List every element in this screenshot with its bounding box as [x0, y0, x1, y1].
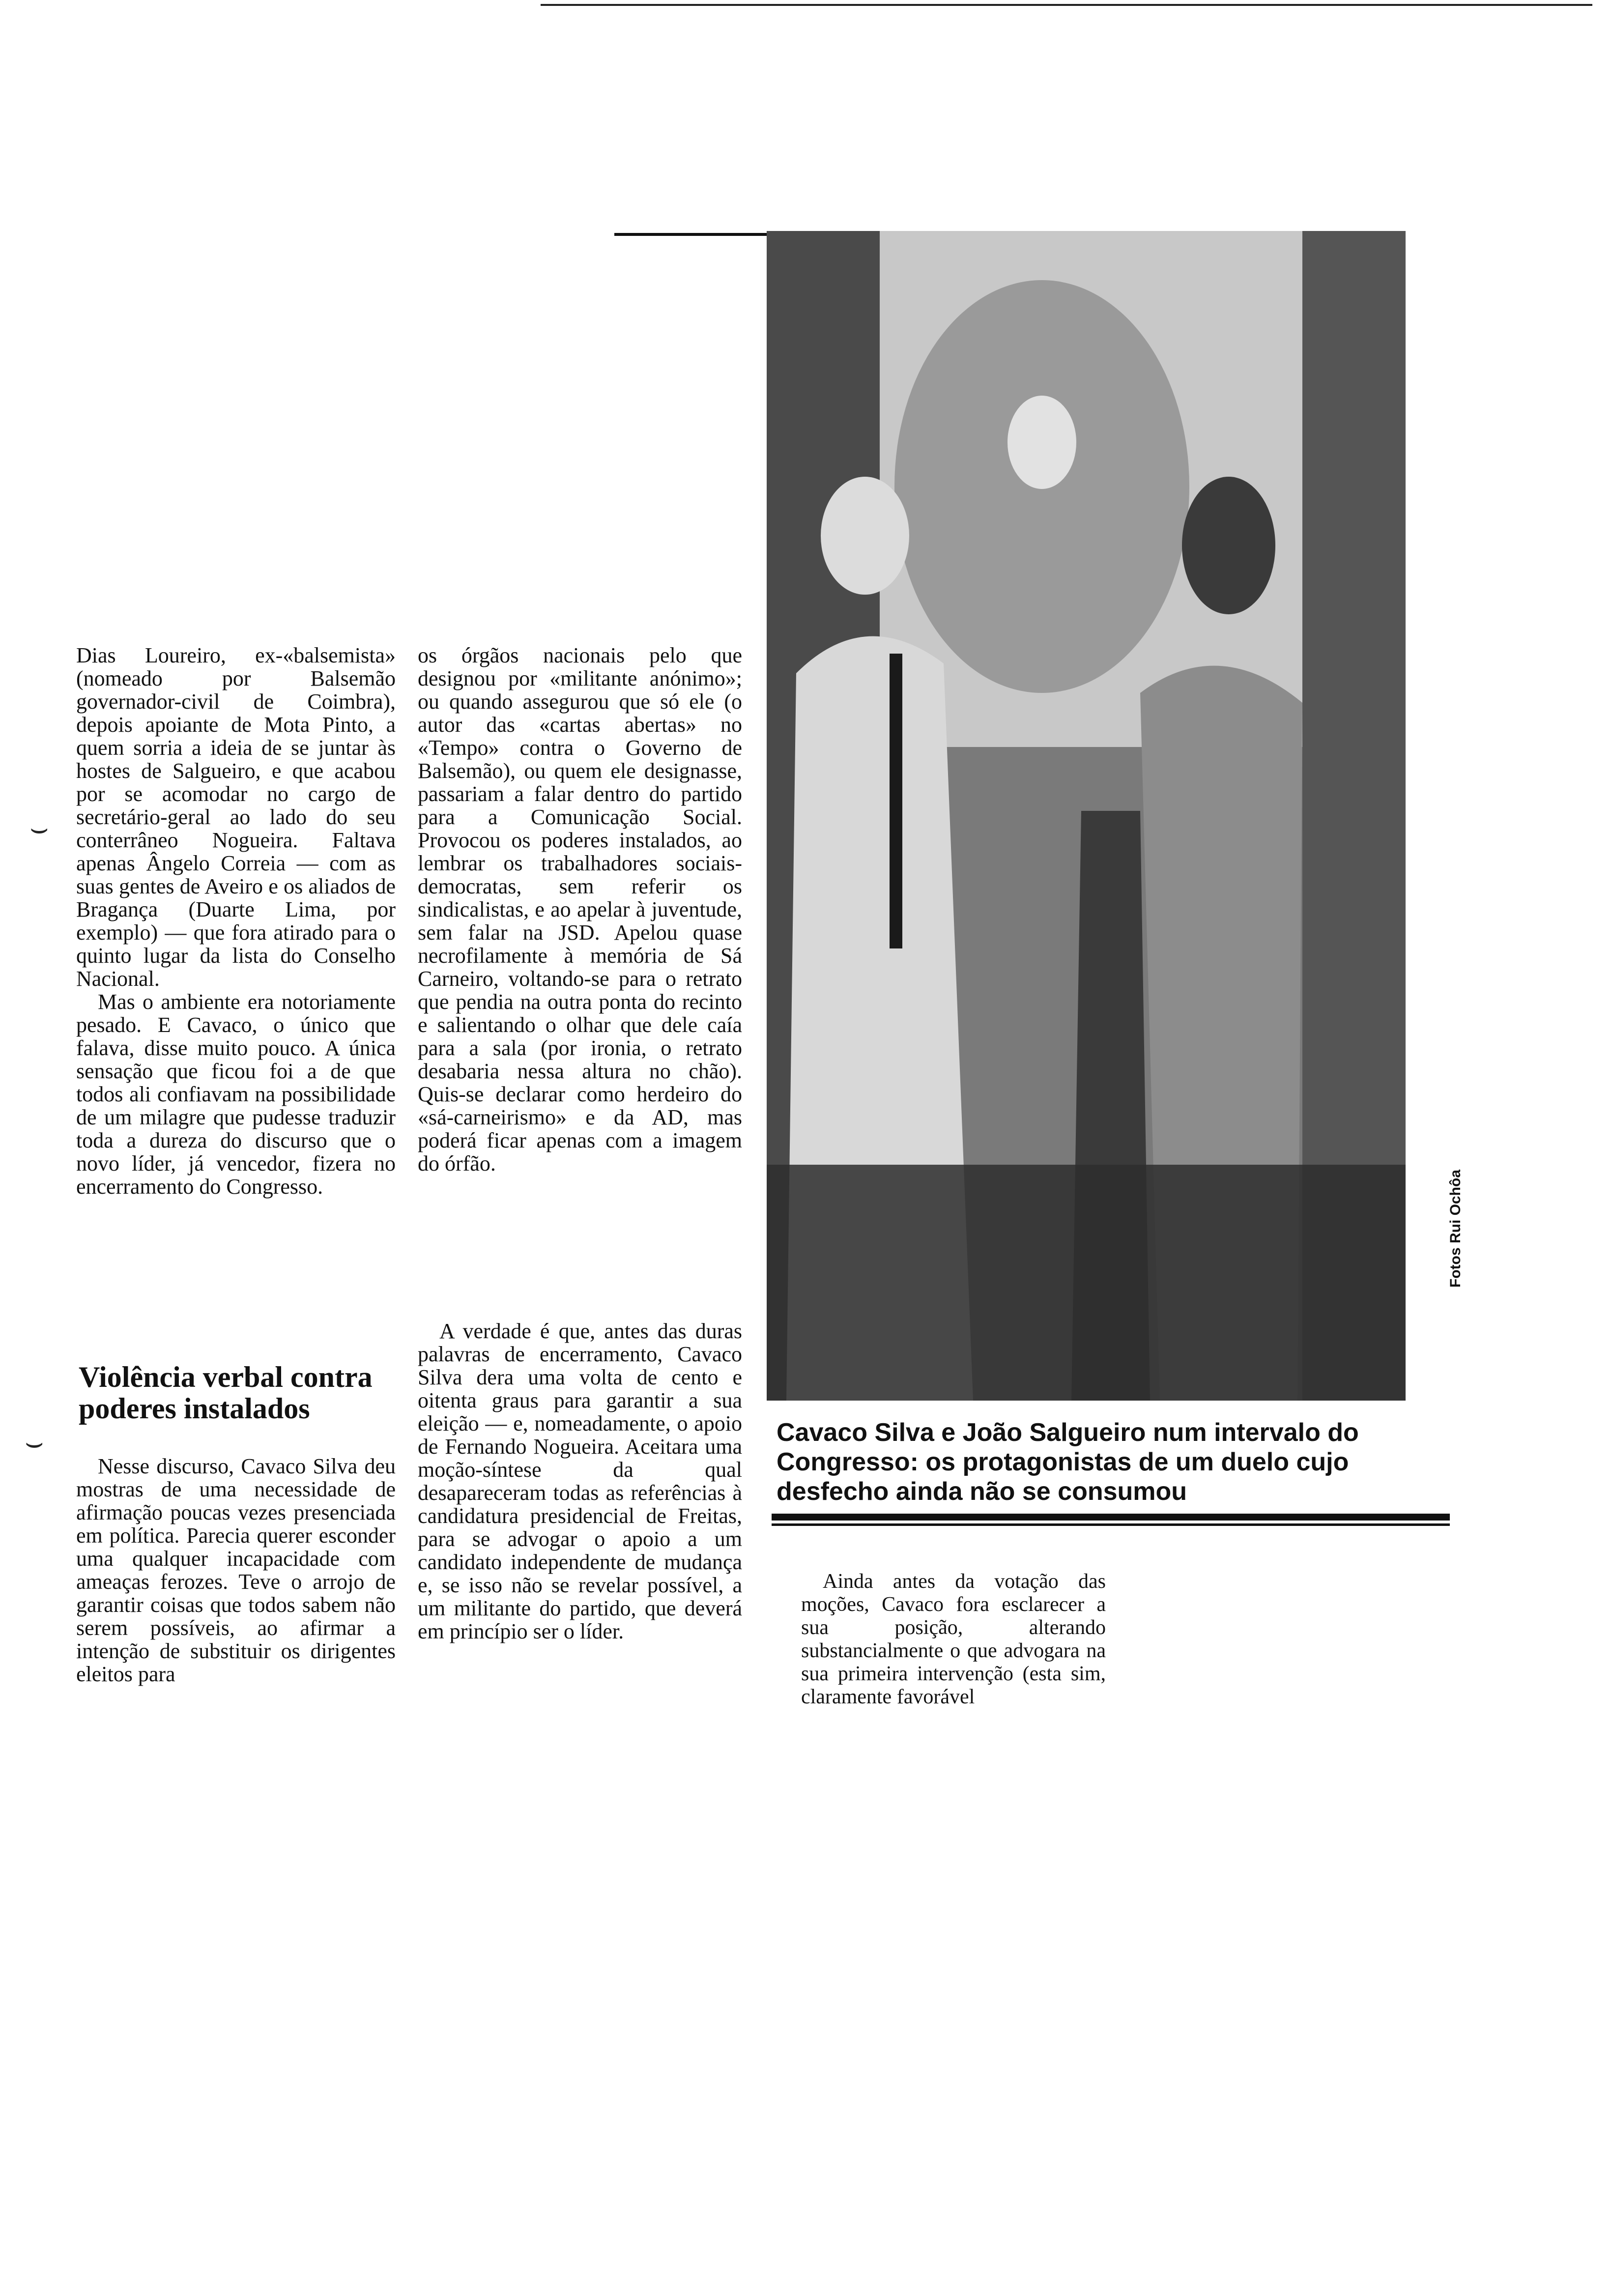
article-column-3 [801, 1570, 1106, 1709]
top-border-rule [541, 4, 1592, 6]
col2-paragraph-1: os órgãos nacionais pelo que designou por «militante anónimo»; ou quando assegurou que só ele (o autor das «cartas abertas» no «Tempo» contra o Governo de Balsemão), ou quem ele designasse, passariam a falar dentro do partido para a Comunicação Social. Provocou os poderes instalados, ao lembrar os trabalhadores sociais-democratas, sem referir os sindicalistas, e ao apelar à juventude, sem falar na JSD. Apelou quase necrofilamente à memória de Sá Carneiro, voltando-se para o retrato que pendia na outra ponta do recinto e salientando o olhar que dele caía para a sala (por ironia, o retrato desabaria nessa altura no chão). Quis-se declarar como herdeiro do «sá-carneirismo» e da AD, mas poderá ficar apenas com a imagem do órfão. [418, 643, 742, 1176]
col1-paragraph-2: Mas o ambiente era notoriamente pesado. E Cavaco, o único que falava, disse muito pouco. A única sensação que ficou foi a de que todos ali confiavam na possibilidade de um milagre que pudesse traduzir toda a dureza do discurso que o novo líder, já vencedor, fizera no encerramento do Congresso. [76, 990, 396, 1199]
article-column-1-continued [76, 1455, 396, 1686]
col1-paragraph-3: Nesse discurso, Cavaco Silva deu mostras de uma necessidade de afirmação poucas vezes presenciada em política. Parecia querer esconder uma qualquer incapacidade com ameaças ferozes. Teve o arrojo de garantir coisas que todos sabem não serem possíveis, ao afirmar a intenção de substituir os dirigentes eleitos para [76, 1454, 396, 1686]
col1-paragraph-1: Dias Loureiro, ex-«balsemista» (nomeado por Balsemão governador-civil de Coimbra), depois apoiante de Mota Pinto, a quem sorria a ideia de se juntar às hostes de Salgueiro, e que acabou por se acomodar no cargo de secretário-geral ao lado do seu conterrâneo Nogueira. Faltava apenas Ângelo Correia — com as suas gentes de Aveiro e os aliados de Bragança (Duarte Lima, por exemplo) — que fora atirado para o quinto lugar da lista do Conselho Nacional. [76, 643, 396, 991]
photo-illustration [767, 231, 1406, 1401]
article-subheading: Violência verbal contra poderes instalados [79, 1361, 373, 1425]
margin-mark-left-2: ⌣ [25, 1425, 44, 1460]
margin-mark-left-1: ⌣ [29, 811, 49, 845]
photo-top-rule [614, 233, 772, 236]
caption-rule-thin [772, 1523, 1450, 1526]
col3-paragraph-1: Ainda antes da votação das moções, Cavaco fora esclarecer a sua posição, alterando substancialmente o que advogara na sua primeira intervenção (esta sim, claramente favorável [801, 1570, 1106, 1708]
article-column-2 [418, 644, 742, 1175]
photo-credit: Fotos Rui Ochôa [1447, 1170, 1464, 1288]
col2-paragraph-2: A verdade é que, antes das duras palavras de encerramento, Cavaco Silva dera uma volta de cento e oitenta graus para garantir a sua eleição — e, nomeadamente, o apoio de Fernando Nogueira. Aceitara uma moção-síntese da qual desapareceram todas as referências à candidatura presidencial de Freitas, para se advogar o apoio a um candidato independente de mudança e, se isso não se revelar possível, a um militante do partido, que deverá em princípio ser o líder. [418, 1319, 742, 1643]
caption-rule-thick [772, 1514, 1450, 1521]
article-column-2-continued [418, 1320, 742, 1643]
news-photo [767, 231, 1406, 1401]
photo-caption: Cavaco Silva e João Salgueiro num intervalo do Congresso: os protagonistas de um duelo cujo desfecho ainda não se consumou [777, 1418, 1359, 1506]
article-column-1 [76, 644, 396, 1198]
